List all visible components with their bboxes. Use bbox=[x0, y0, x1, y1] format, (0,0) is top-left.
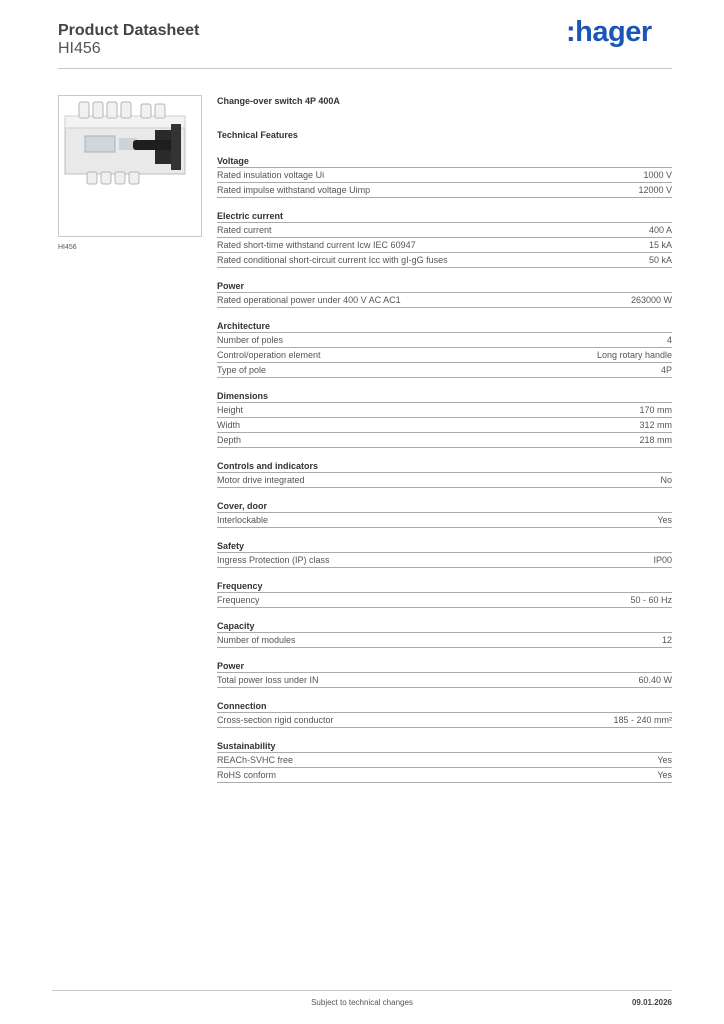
section-title: Controls and indicators bbox=[217, 460, 672, 473]
feature-row bbox=[217, 403, 672, 418]
feature-section bbox=[217, 620, 672, 648]
product-image bbox=[58, 95, 202, 237]
feature-row bbox=[217, 253, 672, 268]
feature-value: 185 - 240 mm² bbox=[613, 715, 672, 725]
feature-row bbox=[217, 418, 672, 433]
feature-section bbox=[217, 740, 672, 783]
feature-label: REACh-SVHC free bbox=[217, 755, 294, 765]
feature-value: 4P bbox=[660, 365, 672, 375]
footer-divider bbox=[52, 990, 672, 991]
product-reference: HI456 bbox=[58, 40, 101, 57]
feature-value: 60.40 W bbox=[638, 675, 672, 685]
section-title: Dimensions bbox=[217, 390, 672, 403]
technical-content bbox=[217, 96, 672, 795]
feature-row bbox=[217, 363, 672, 378]
feature-row bbox=[217, 293, 672, 308]
feature-label: Rated conditional short-circuit current Icc with gI-gG fuses bbox=[217, 255, 448, 265]
feature-label: Total power loss under IN bbox=[217, 675, 319, 685]
feature-value: 263000 W bbox=[630, 295, 672, 305]
feature-label: RoHS conform bbox=[217, 770, 277, 780]
feature-row bbox=[217, 593, 672, 608]
feature-row bbox=[217, 513, 672, 528]
feature-label: Frequency bbox=[217, 595, 260, 605]
feature-section bbox=[217, 580, 672, 608]
feature-row bbox=[217, 673, 672, 688]
section-title: Sustainability bbox=[217, 740, 672, 753]
section-title: Frequency bbox=[217, 580, 672, 593]
feature-label: Interlockable bbox=[217, 515, 269, 525]
feature-section bbox=[217, 660, 672, 688]
feature-label: Ingress Protection (IP) class bbox=[217, 555, 330, 565]
feature-row bbox=[217, 473, 672, 488]
header-divider bbox=[58, 68, 672, 69]
document-title: Product Datasheet bbox=[58, 22, 200, 39]
feature-section bbox=[217, 700, 672, 728]
feature-row bbox=[217, 333, 672, 348]
footer-date: 09.01.2026 bbox=[631, 998, 672, 1007]
technical-features-title: Technical Features bbox=[217, 130, 298, 140]
feature-section bbox=[217, 460, 672, 488]
feature-section bbox=[217, 540, 672, 568]
feature-section bbox=[217, 210, 672, 268]
feature-row bbox=[217, 553, 672, 568]
section-title: Connection bbox=[217, 700, 672, 713]
hager-logo: :hager bbox=[566, 16, 652, 48]
feature-value: 400 A bbox=[648, 225, 672, 235]
section-title: Power bbox=[217, 660, 672, 673]
feature-row bbox=[217, 433, 672, 448]
feature-section bbox=[217, 280, 672, 308]
feature-label: Rated operational power under 400 V AC AC1 bbox=[217, 295, 401, 305]
feature-value: 218 mm bbox=[639, 435, 672, 445]
feature-row bbox=[217, 168, 672, 183]
feature-row bbox=[217, 713, 672, 728]
feature-value: Yes bbox=[657, 515, 672, 525]
section-title: Power bbox=[217, 280, 672, 293]
section-title: Architecture bbox=[217, 320, 672, 333]
feature-value: 4 bbox=[666, 335, 672, 345]
technical-features-list bbox=[217, 155, 672, 783]
feature-value: No bbox=[660, 475, 672, 485]
feature-row bbox=[217, 223, 672, 238]
feature-section bbox=[217, 320, 672, 378]
feature-section bbox=[217, 155, 672, 198]
image-caption: HI456 bbox=[58, 244, 77, 251]
feature-label: Height bbox=[217, 405, 244, 415]
feature-row bbox=[217, 768, 672, 783]
feature-label: Rated insulation voltage Ui bbox=[217, 170, 325, 180]
feature-value: Yes bbox=[657, 755, 672, 765]
feature-row bbox=[217, 183, 672, 198]
section-title: Electric current bbox=[217, 210, 672, 223]
feature-value: 50 kA bbox=[648, 255, 672, 265]
feature-label: Rated impulse withstand voltage Uimp bbox=[217, 185, 371, 195]
feature-value: 50 - 60 Hz bbox=[630, 595, 672, 605]
feature-label: Rated short-time withstand current Icw IEC 60947 bbox=[217, 240, 416, 250]
footer-note: Subject to technical changes bbox=[311, 998, 413, 1007]
section-title: Voltage bbox=[217, 155, 672, 168]
feature-label: Control/operation element bbox=[217, 350, 321, 360]
feature-row bbox=[217, 753, 672, 768]
feature-row bbox=[217, 633, 672, 648]
feature-value: 1000 V bbox=[643, 170, 672, 180]
feature-label: Depth bbox=[217, 435, 242, 445]
feature-value: Long rotary handle bbox=[596, 350, 672, 360]
feature-label: Type of pole bbox=[217, 365, 267, 375]
section-title: Capacity bbox=[217, 620, 672, 633]
feature-value: 12 bbox=[661, 635, 672, 645]
feature-label: Rated current bbox=[217, 225, 272, 235]
feature-section bbox=[217, 390, 672, 448]
change-over-switch-icon bbox=[59, 96, 201, 236]
feature-label: Width bbox=[217, 420, 241, 430]
feature-value: 12000 V bbox=[638, 185, 672, 195]
feature-row bbox=[217, 348, 672, 363]
feature-label: Motor drive integrated bbox=[217, 475, 305, 485]
feature-value: 15 kA bbox=[648, 240, 672, 250]
feature-label: Number of modules bbox=[217, 635, 296, 645]
section-title: Safety bbox=[217, 540, 672, 553]
section-title: Cover, door bbox=[217, 500, 672, 513]
feature-value: IP00 bbox=[653, 555, 672, 565]
product-name: Change-over switch 4P 400A bbox=[217, 96, 340, 106]
feature-section bbox=[217, 500, 672, 528]
feature-row bbox=[217, 238, 672, 253]
feature-value: 312 mm bbox=[639, 420, 672, 430]
feature-value: Yes bbox=[657, 770, 672, 780]
feature-label: Number of poles bbox=[217, 335, 284, 345]
feature-label: Cross-section rigid conductor bbox=[217, 715, 334, 725]
feature-value: 170 mm bbox=[639, 405, 672, 415]
